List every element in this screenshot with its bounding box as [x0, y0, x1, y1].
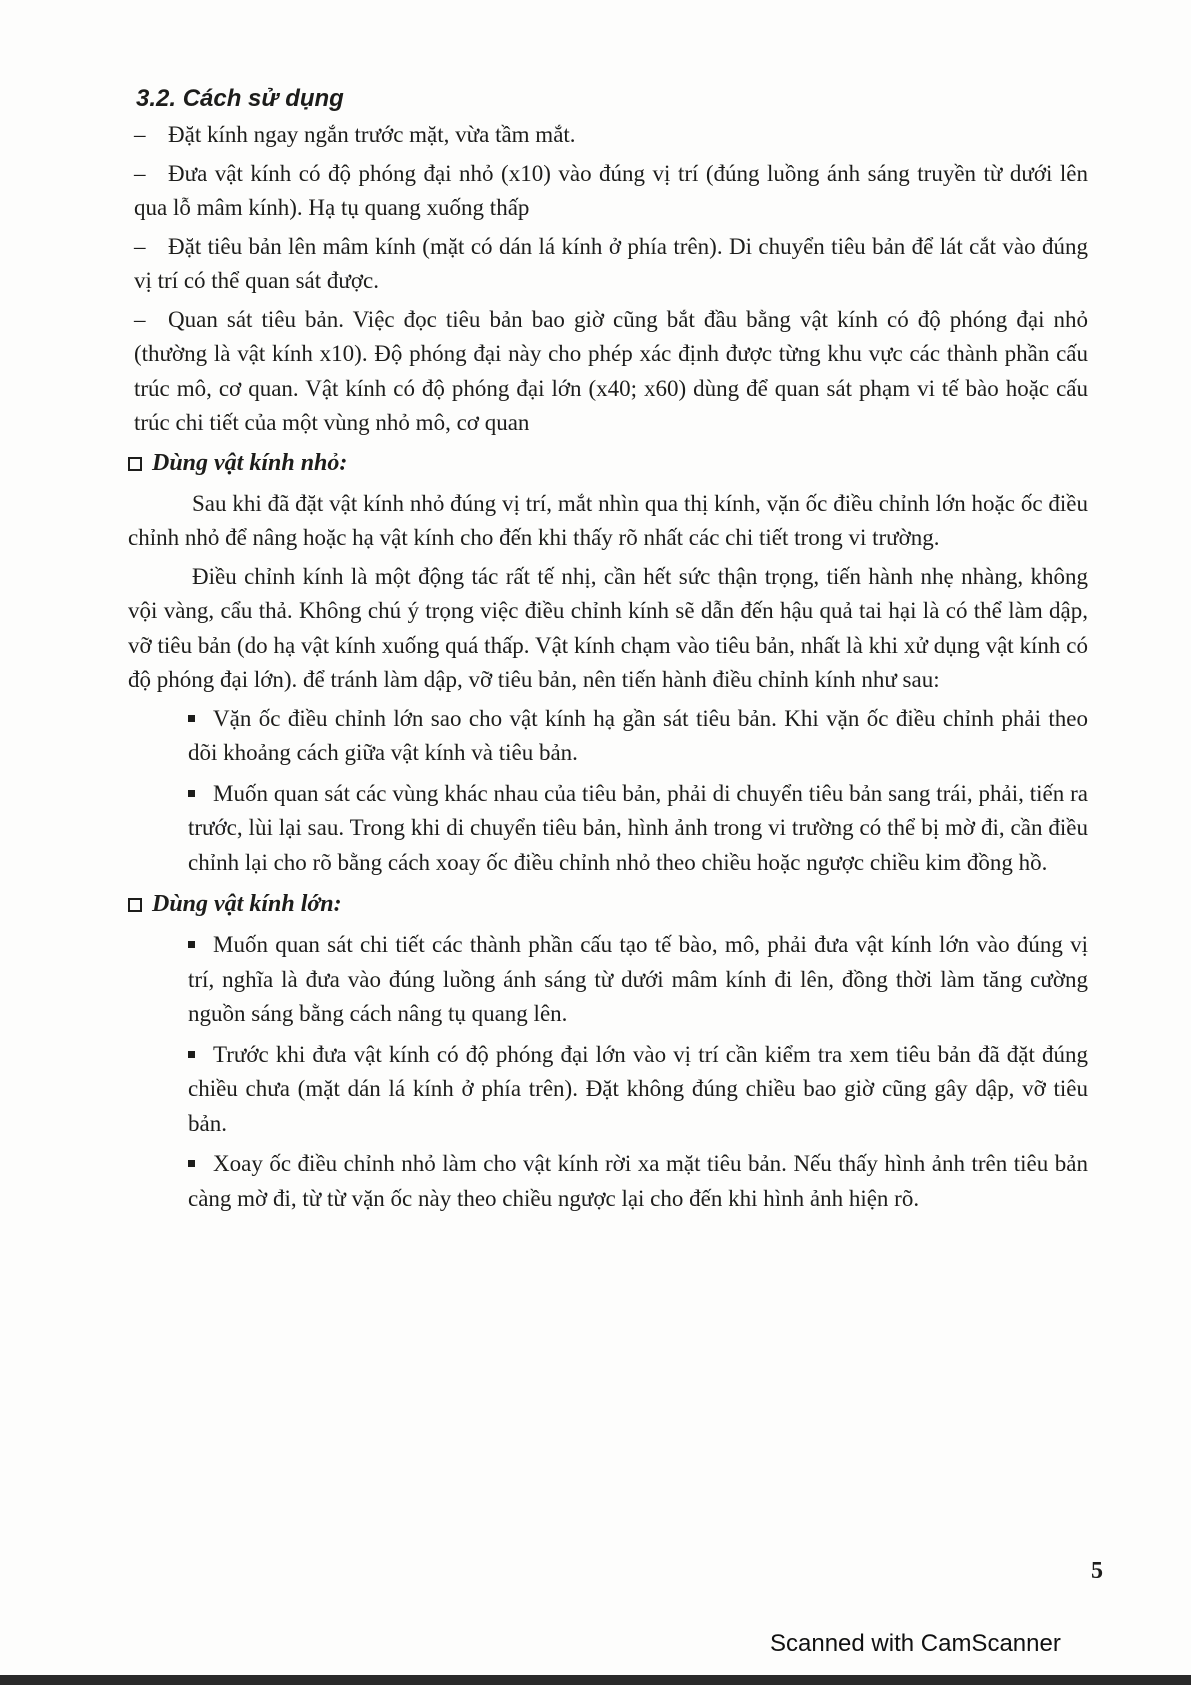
square-bullet-icon — [188, 1160, 195, 1167]
dash-item-text: Đưa vật kính có độ phóng đại nhỏ (x10) vào đúng vị trí (đúng luồng ánh sáng truyền từ dưới lên qua lỗ mâm kính). Hạ tụ quang xuống thấp — [134, 160, 1088, 220]
dash-marker: – — [134, 233, 146, 259]
dash-item — [128, 230, 1088, 299]
bullet-item — [188, 928, 1088, 1032]
small-lens-heading-text: Dùng vật kính nhỏ: — [152, 449, 348, 476]
dash-item-text: Quan sát tiêu bản. Việc đọc tiêu bản bao giờ cũng bắt đầu bằng vật kính có độ phóng đại nhỏ (thường là vật kính x10). Độ phóng đại này cho phép xác định được từng khu vực các thành phần cấu trúc mô, cơ quan. Vật kính có độ phóng đại lớn (x40; x60) dùng để quan sát phạm vi tế bào hoặc cấu trúc chi tiết của một vùng nhỏ mô, cơ quan — [134, 306, 1088, 435]
bullet-text: Trước khi đưa vật kính có độ phóng đại lớn vào vị trí cần kiểm tra xem tiêu bản đã đặt đúng chiều chưa (mặt dán lá kính ở phía trên). Đặt không đúng chiều bao giờ cũng gây dập, vỡ tiêu bản. — [188, 1041, 1088, 1136]
paragraph: Điều chỉnh kính là một động tác rất tế nhị, cần hết sức thận trọng, tiến hành nhẹ nhàng, không vội vàng, cẩu thả. Không chú ý trọng việc điều chỉnh kính sẽ dẫn đến hậu quả tai hại là có thể làm dập, vỡ tiêu bản (do hạ vật kính xuống quá thấp. Vật kính chạm vào tiêu bản, nhất là khi xử dụng vật kính có độ phóng đại lớn). để tránh làm dập, vỡ tiêu bản, nên tiến hành điều chỉnh kính như sau: — [128, 563, 1088, 692]
dash-item — [128, 157, 1088, 226]
bullet-text: Muốn quan sát chi tiết các thành phần cấu tạo tế bào, mô, phải đưa vật kính lớn vào đúng vị trí, nghĩa là đưa vào đúng luồng ánh sáng từ dưới mâm kính đi lên, đồng thời làm tăng cường nguồn sáng bằng cách nâng tụ quang lên. — [188, 932, 1088, 1026]
large-lens-heading — [128, 886, 1088, 922]
bullet-item — [188, 1038, 1088, 1142]
large-lens-heading-text: Dùng vật kính lớn: — [152, 891, 342, 917]
section-heading: 3.2. Cách sử dụng — [136, 85, 344, 112]
bullet-text: Vặn ốc điều chỉnh lớn sao cho vật kính hạ gần sát tiêu bản. Khi vặn ốc điều chỉnh phải theo dõi khoảng cách giữa vật kính và tiêu bản. — [188, 705, 1088, 765]
square-bullet-icon — [188, 790, 195, 797]
bullet-text: Xoay ốc điều chỉnh nhỏ làm cho vật kính rời xa mặt tiêu bản. Nếu thấy hình ảnh trên tiêu bản càng mờ đi, từ từ vặn ốc này theo chiều ngược lại cho đến khi hình ảnh hiện rõ. — [188, 1151, 1088, 1211]
page-content — [128, 82, 1088, 1222]
bullet-text: Muốn quan sát các vùng khác nhau của tiêu bản, phải di chuyển tiêu bản sang trái, phải, tiến ra trước, lùi lại sau. Trong khi di chuyển tiêu bản, hình ảnh trong vi trường có thể bị mờ đi, cần điều chỉnh lại cho rõ bằng cách xoay ốc điều chỉnh nhỏ theo chiều hoặc ngược chiều kim đồng hồ. — [188, 780, 1088, 875]
dash-item — [128, 303, 1088, 441]
checkbox-square-icon — [128, 457, 142, 471]
square-bullet-icon — [188, 1051, 195, 1058]
checkbox-square-icon — [128, 898, 142, 912]
dash-marker: – — [134, 122, 146, 147]
dash-item-text: Đặt tiêu bản lên mâm kính (mặt có dán lá kính ở phía trên). Di chuyển tiêu bản để lát cắt vào đúng vị trí có thể quan sát được. — [134, 233, 1088, 293]
scan-edge-shadow — [0, 1675, 1191, 1685]
bullet-item — [188, 702, 1088, 771]
square-bullet-icon — [188, 715, 195, 722]
dash-item — [128, 118, 1088, 153]
dash-marker: – — [134, 160, 146, 186]
dash-marker: – — [134, 306, 146, 332]
small-lens-heading — [128, 445, 1088, 481]
page-number: 5 — [1091, 1558, 1103, 1584]
bullet-item — [188, 777, 1088, 881]
square-bullet-icon — [188, 941, 195, 948]
scanner-watermark: Scanned with CamScanner — [770, 1630, 1061, 1657]
dash-item-text: Đặt kính ngay ngắn trước mặt, vừa tầm mắt. — [168, 122, 576, 147]
bullet-item — [188, 1147, 1088, 1216]
paragraph: Sau khi đã đặt vật kính nhỏ đúng vị trí, mắt nhìn qua thị kính, vặn ốc điều chỉnh lớn hoặc ốc điều chỉnh nhỏ để nâng hoặc hạ vật kính cho đến khi thấy rõ nhất các chi tiết trong vi trường. — [128, 490, 1088, 550]
